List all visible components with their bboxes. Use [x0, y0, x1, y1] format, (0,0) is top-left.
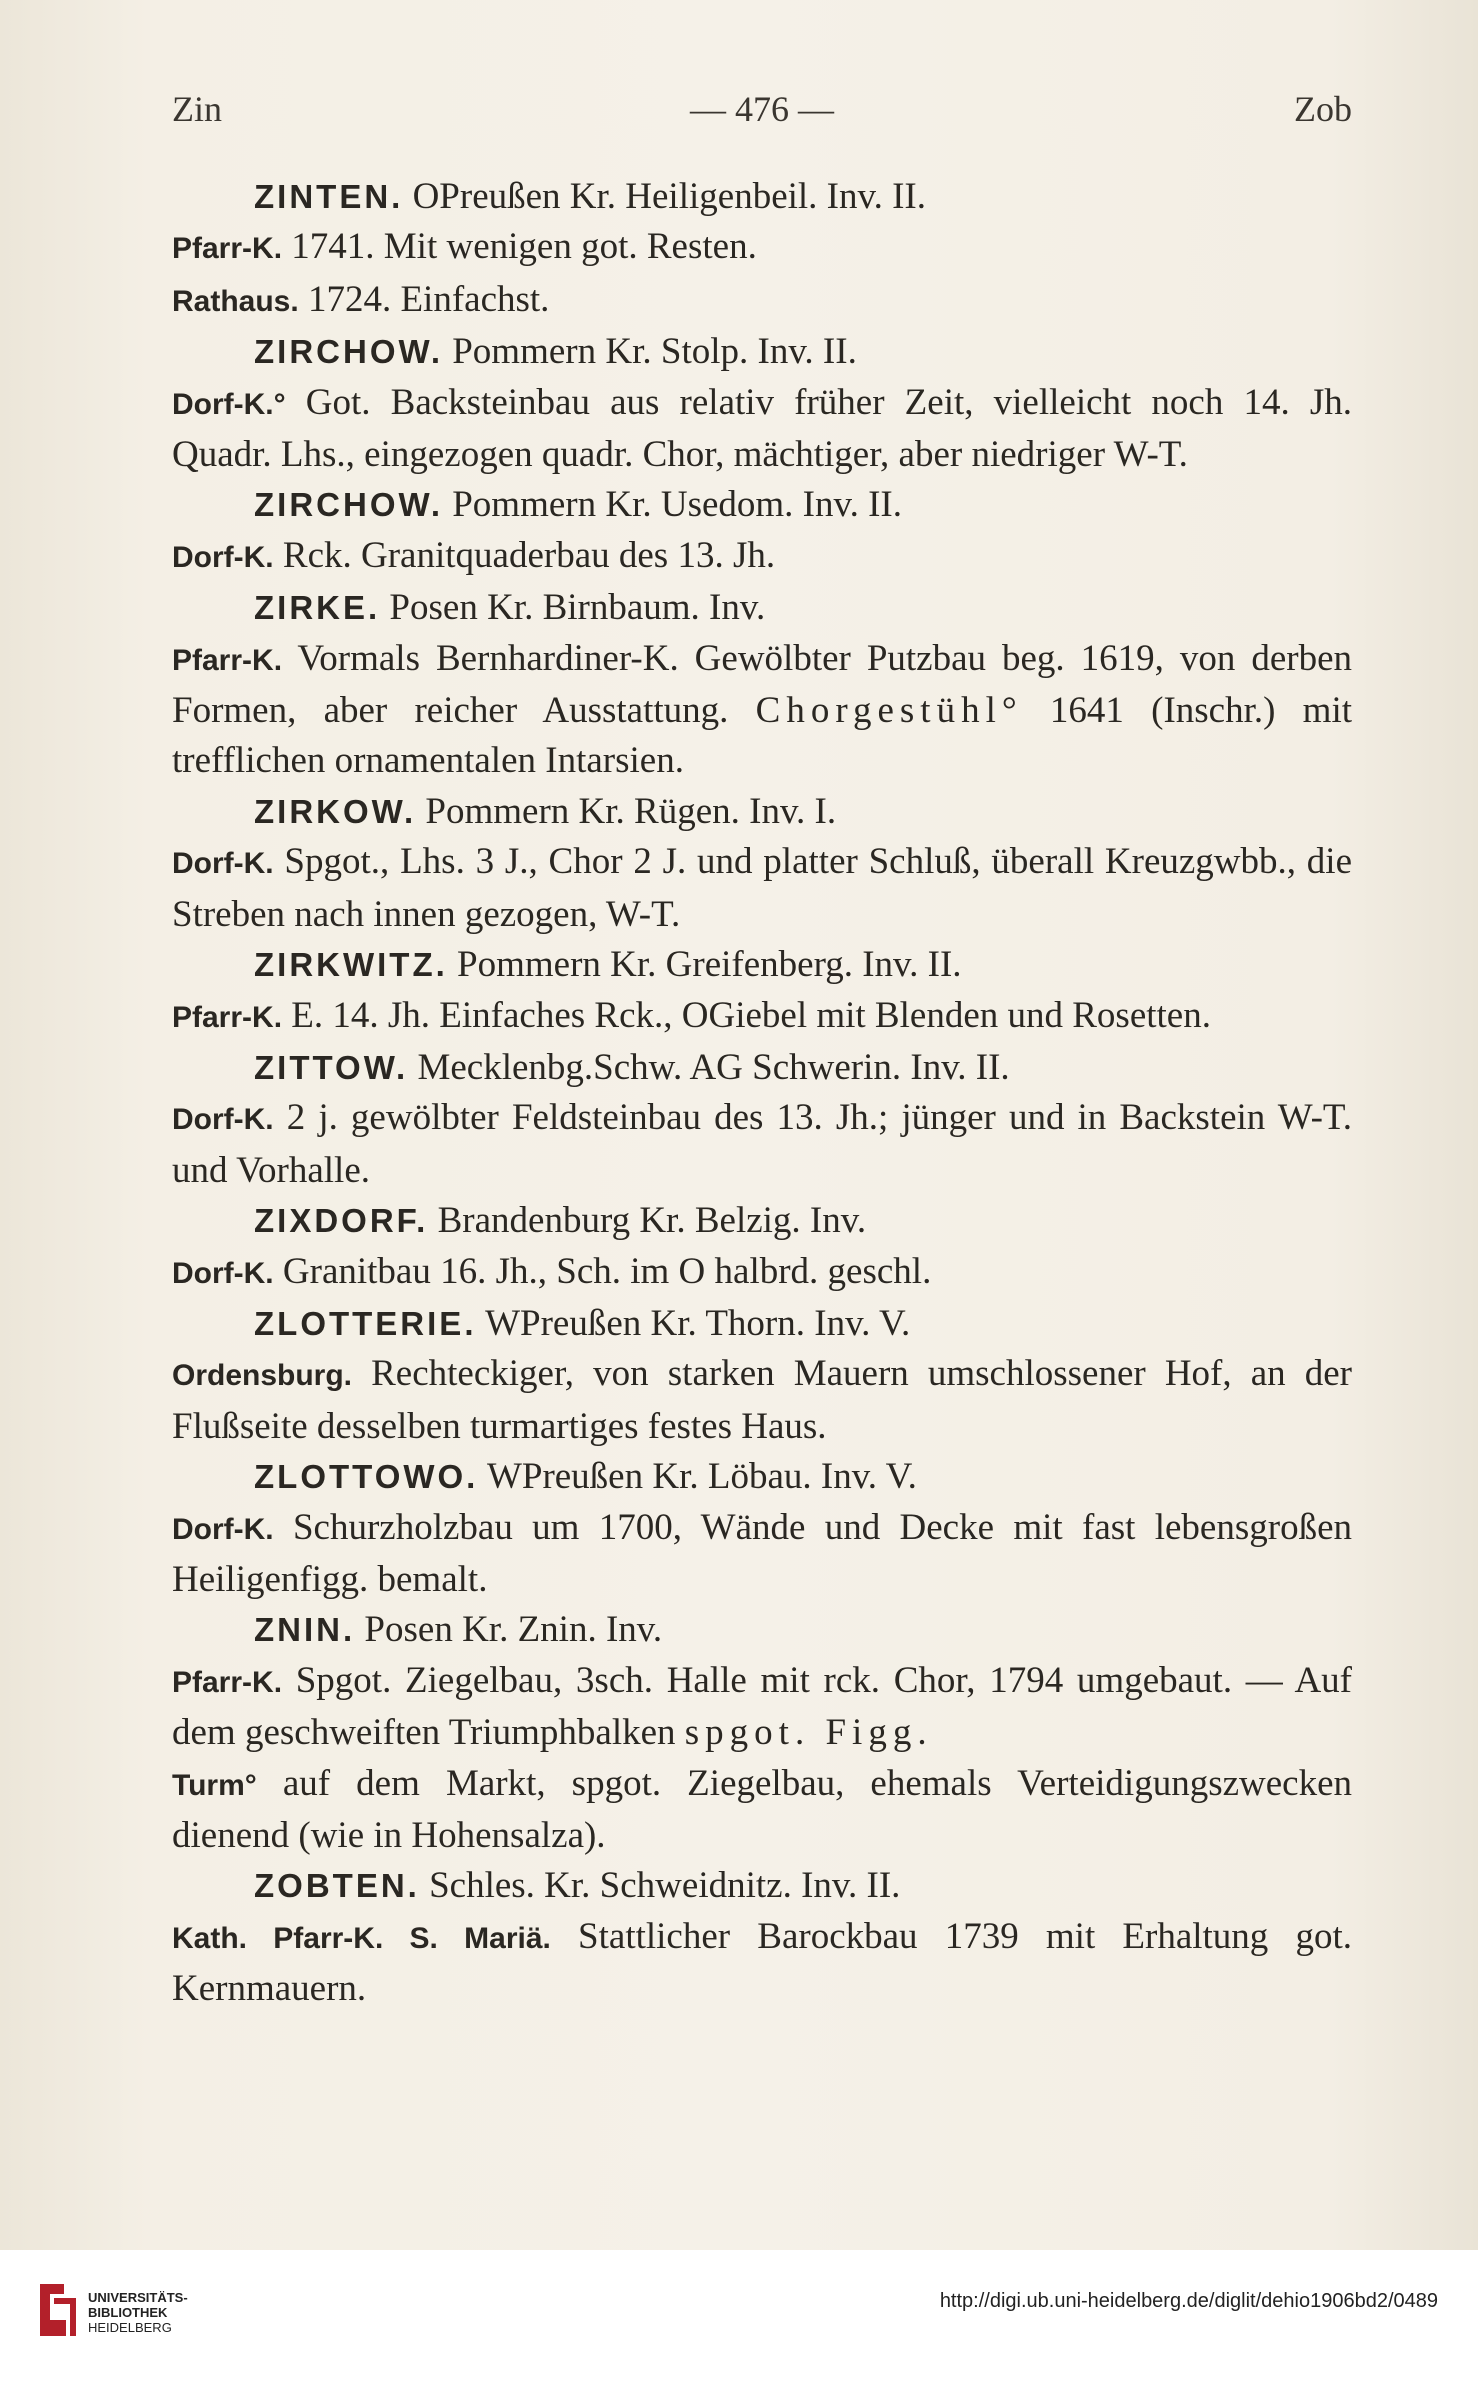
item-text: auf dem Markt, spgot. Ziegelbau, ehemals Verteidigungszwecken dienend (wie in Hohensalza).: [172, 1762, 1352, 1856]
library-name-line: BIBLIOTHEK: [88, 2305, 168, 2320]
item-text-after: 1641 (Inschr.) mit trefflichen ornamentalen Intarsien.: [172, 690, 1353, 782]
item-label: Pfarr-K.: [172, 1665, 283, 1699]
entry: [172, 1861, 1352, 2014]
place-info: WPreußen Kr. Löbau. Inv. V.: [478, 1456, 917, 1498]
entries: [172, 172, 1352, 2015]
place-name: ZNIN.: [254, 1611, 356, 1649]
place-name: ZIRCHOW.: [254, 486, 443, 524]
item-label: Pfarr-K.: [172, 1000, 283, 1034]
item-text: Rechteckiger, von starken Mauern umschlossener Hof, an der Flußseite desselben turmartiges festes Haus.: [172, 1353, 1352, 1447]
item-text: 1724. Einfachst.: [298, 278, 550, 320]
item-text: Vormals Bernhardiner-K. Gewölbter Putzbau beg. 1619, von derben Formen, aber reicher Ausstattung.: [172, 637, 1352, 732]
entry: [172, 583, 1352, 787]
place-name: ZLOTTOWO.: [254, 1458, 479, 1496]
entry: [172, 787, 1352, 940]
entry: [172, 1605, 1352, 1861]
item-label: Dorf-K.: [172, 1103, 274, 1137]
library-name-line: HEIDELBERG: [88, 2320, 172, 2335]
entry: [172, 1452, 1352, 1605]
place-name: ZLOTTERIE.: [254, 1304, 477, 1342]
place-info: Posen Kr. Znin. Inv.: [355, 1609, 663, 1651]
place-info: Pommern Kr. Greifenberg. Inv. II.: [447, 944, 962, 986]
item-text: Granitbau 16. Jh., Sch. im O halbrd. geschl.: [273, 1250, 932, 1292]
spaced-term: Chorgestühl°: [755, 690, 1023, 732]
page-number: — 476 —: [690, 89, 834, 129]
place-info: Pommern Kr. Usedom. Inv. II.: [442, 484, 902, 526]
library-logo-icon: [36, 2280, 80, 2340]
item-label: Dorf-K.: [172, 847, 274, 881]
item-text: Schurzholzbau um 1700, Wände und Decke mit fast lebensgroßen Heiligenfigg. bemalt.: [172, 1506, 1352, 1600]
item-text: 2 j. gewölbter Feldsteinbau des 13. Jh.; jünger und in Backstein W-T. und Vorhalle.: [172, 1097, 1352, 1191]
place-info: Schles. Kr. Schweidnitz. Inv. II.: [419, 1865, 901, 1907]
item-text: Got. Backsteinbau aus relativ früher Zeit, vielleicht noch 14. Jh. Quadr. Lhs., eingezogen quadr. Chor, mächtiger, aber niedriger W-T.: [172, 381, 1352, 476]
place-info: Pommern Kr. Rügen. Inv. I.: [416, 790, 837, 832]
place-info: Posen Kr. Birnbaum. Inv.: [380, 587, 766, 629]
item-text: Stattlicher Barockbau 1739 mit Erhaltung got. Kernmauern.: [172, 1915, 1353, 2010]
entry: [172, 172, 1352, 327]
item-label: Dorf-K.: [172, 1512, 274, 1546]
item-text: Spgot. Ziegelbau, 3sch. Halle mit rck. Chor, 1794 umgebaut. — Auf dem geschweiften Triumphbalken: [172, 1659, 1352, 1754]
entry: [172, 327, 1352, 480]
item-label: Dorf-K.°: [172, 387, 286, 421]
place-name: ZIRKE.: [254, 589, 381, 627]
item-text: Spgot., Lhs. 3 J., Chor 2 J. und platter Schluß, überall Kreuzgwbb., die Streben nach innen gezogen, W-T.: [172, 841, 1352, 935]
item-label: Kath. Pfarr-K. S. Mariä.: [172, 1921, 551, 1955]
item-text: E. 14. Jh. Einfaches Rck., OGiebel mit Blenden und Rosetten.: [282, 994, 1211, 1036]
running-head: [172, 88, 1352, 138]
place-name: ZIXDORF.: [254, 1202, 429, 1240]
item-text: Rck. Granitquaderbau des 13. Jh.: [273, 534, 776, 576]
place-info: Pommern Kr. Stolp. Inv. II.: [442, 331, 857, 373]
entry: [172, 1043, 1352, 1196]
place-name: ZINTEN.: [254, 178, 404, 215]
entry: [172, 480, 1352, 583]
place-info: Mecklenbg.Schw. AG Schwerin. Inv. II.: [408, 1046, 1010, 1088]
item-label: Ordensburg.: [172, 1359, 353, 1393]
library-name-line: UNIVERSITÄTS-: [88, 2290, 188, 2305]
item-label: Dorf-K.: [172, 540, 274, 574]
place-name: ZIRKOW.: [254, 792, 417, 830]
item-label: Turm°: [172, 1768, 257, 1802]
item-label: Rathaus.: [172, 284, 299, 318]
item-label: Dorf-K.: [172, 1256, 274, 1290]
running-head-left: Zin: [172, 89, 222, 129]
library-name: [88, 2290, 188, 2335]
place-name: ZOBTEN.: [254, 1867, 420, 1905]
item-text: 1741. Mit wenigen got. Resten.: [282, 226, 757, 268]
place-info: OPreußen Kr. Heiligenbeil. Inv. II.: [403, 176, 926, 217]
entry: [172, 1299, 1352, 1452]
spaced-term: spgot. Figg.: [684, 1712, 933, 1754]
place-name: ZIRKWITZ.: [254, 946, 448, 984]
place-name: ZITTOW.: [254, 1048, 409, 1086]
running-head-right: Zob: [1294, 89, 1352, 129]
place-info: WPreußen Kr. Thorn. Inv. V.: [476, 1302, 911, 1344]
item-label: Pfarr-K.: [172, 232, 283, 266]
footer-bar: [0, 2250, 1478, 2383]
item-label: Pfarr-K.: [172, 643, 283, 677]
entry: [172, 940, 1352, 1043]
place-name: ZIRCHOW.: [254, 333, 443, 371]
entry: [172, 1196, 1352, 1299]
source-url[interactable]: http://digi.ub.uni-heidelberg.de/diglit/dehio1906bd2/0489: [939, 2290, 1438, 2312]
place-info: Brandenburg Kr. Belzig. Inv.: [428, 1200, 867, 1242]
